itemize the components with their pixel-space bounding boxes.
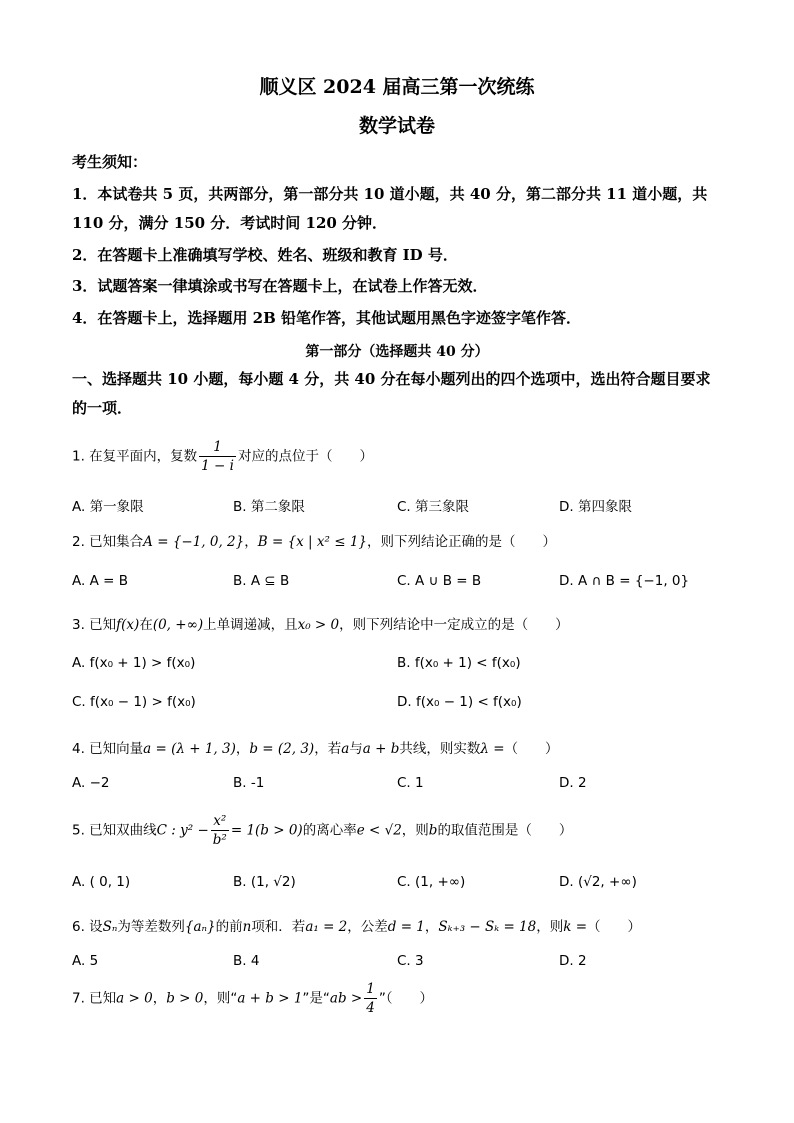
- q6-stem-mid3: 项和．若: [251, 919, 306, 935]
- q5-equation-rest: = 1(b > 0): [230, 822, 303, 839]
- q6-option-d: D. 2: [559, 953, 587, 969]
- q1-stem-a: 1. 在复平面内，复数: [72, 448, 198, 465]
- q4-stem-a: 4. 已知向量: [72, 741, 144, 757]
- part-one-heading: 第一部分（选择题共 40 分）: [305, 344, 489, 360]
- q4-option-c: C. 1: [397, 775, 424, 791]
- question-5: [72, 812, 572, 849]
- q4-lambda: λ =: [480, 741, 505, 757]
- q6-stem-mid4: ，公差: [347, 919, 388, 935]
- q7-fraction: [364, 980, 377, 1017]
- notice-heading: 考生须知：: [72, 153, 148, 171]
- q4-sep: ，: [235, 741, 250, 757]
- q7-stem-b: ”（ ）: [378, 990, 434, 1007]
- q1-option-a: A. 第一象限: [72, 499, 144, 515]
- q7-stem-mid2: ”是“: [302, 990, 330, 1007]
- q4-option-b: B. -1: [233, 775, 265, 791]
- q4-stem-mid: ，若: [314, 741, 342, 757]
- q4-stem-mid2: 与: [349, 741, 363, 757]
- q5-stem-b: 的取值范围是（ ）: [437, 822, 573, 839]
- q4-vector-a: a = (λ + 1, 3): [143, 741, 236, 757]
- q7-frac-num: 1: [366, 981, 375, 997]
- notice-item-1: 1．本试卷共 5 页，共两部分，第一部分共 10 道小题，共 40 分，第二部分共 11 道小题，共 110 分，满分 150 分．考试时间 120 分钟．: [72, 185, 708, 232]
- q1-stem-b: 对应的点位于（ ）: [237, 448, 373, 465]
- exam-subject: 数学试卷: [358, 115, 435, 137]
- q6-option-a: A. 5: [72, 953, 99, 969]
- notice-item-3: 3．试题答案一律填涂或书写在答题卡上，在试卷上作答无效．: [72, 277, 488, 295]
- q7-sum: a + b > 1: [237, 990, 303, 1007]
- q5-stem-mid: 的离心率: [302, 822, 357, 839]
- q6-stem-mid5: ，则: [536, 919, 564, 935]
- q4-option-a: A. −2: [72, 775, 110, 791]
- q1-frac-den: 1 − i: [201, 458, 234, 474]
- q3-stem-mid: 在: [139, 617, 153, 633]
- question-3: [72, 613, 569, 633]
- q6-k: k =: [563, 919, 588, 935]
- q4-stem-c: （ ）: [504, 741, 559, 757]
- q5-b: b: [428, 822, 438, 839]
- q2-stem-b: ，则下列结论正确的是（ ）: [367, 534, 556, 550]
- q6-sn: Sₙ: [102, 919, 118, 935]
- q5-stem-a: 5. 已知双曲线: [72, 822, 157, 839]
- q6-n: n: [242, 919, 252, 935]
- q6-an: {aₙ}: [184, 919, 216, 935]
- q7-sep: ，: [152, 990, 167, 1007]
- section-instruction: 一、选择题共 10 小题，每小题 4 分，共 40 分在每小题列出的四个选项中，选出符合题目要求的一项．: [72, 370, 711, 417]
- q2-stem-a: 2. 已知集合: [72, 534, 144, 550]
- q3-stem-b: ，则下列结论中一定成立的是（ ）: [339, 617, 569, 633]
- notice-item-2: 2．在答题卡上准确填写学校、姓名、班级和教育 ID 号．: [72, 246, 458, 264]
- q7-b: b > 0: [166, 990, 204, 1007]
- exam-title: 顺义区 2024 届高三第一次统练: [259, 76, 535, 98]
- q6-stem-a: 6. 设: [72, 919, 103, 935]
- question-6: [72, 915, 641, 935]
- q4-vector-b: b = (2, 3): [249, 741, 315, 757]
- q2-set-a: A = {−1, 0, 2}: [143, 534, 245, 550]
- question-4: [72, 737, 559, 757]
- q3-stem-a: 3. 已知: [72, 617, 117, 633]
- q2-sep: ，: [244, 534, 258, 550]
- q3-option-c: C. f(x₀ − 1) > f(x₀): [72, 694, 196, 710]
- q5-option-c: C. (1, +∞): [397, 874, 466, 890]
- q4-option-d: D. 2: [559, 775, 587, 791]
- q2-option-d: D. A ∩ B = {−1, 0}: [559, 573, 690, 589]
- q3-interval: (0, +∞): [152, 617, 204, 633]
- q3-stem-mid2: 上单调递减，且: [203, 617, 298, 633]
- q5-eccentricity: e < √2: [356, 822, 402, 839]
- q4-a: a: [341, 741, 350, 757]
- q3-condition: x₀ > 0: [297, 617, 340, 633]
- q5-option-d: D. (√2, +∞): [559, 874, 637, 890]
- q1-option-d: D. 第四象限: [559, 499, 632, 515]
- q4-stem-b: 共线，则实数: [399, 741, 481, 757]
- q7-stem-a: 7. 已知: [72, 990, 117, 1007]
- q6-stem-b: （ ）: [587, 919, 642, 935]
- q6-sep: ，: [424, 919, 439, 935]
- notice-item-4: 4．在答题卡上，选择题用 2B 铅笔作答，其他试题用黑色字迹签字笔作答．: [72, 309, 581, 327]
- q1-fraction: [199, 438, 236, 475]
- q7-stem-mid: ，则“: [203, 990, 238, 1007]
- question-1: [72, 438, 373, 475]
- q1-frac-num: 1: [199, 438, 236, 457]
- q3-func: f(x): [116, 617, 140, 633]
- q3-option-b: B. f(x₀ + 1) < f(x₀): [397, 655, 521, 671]
- q6-stem-mid: 为等差数列: [117, 919, 185, 935]
- q6-option-b: B. 4: [233, 953, 260, 969]
- q7-frac-den: 4: [366, 1000, 375, 1016]
- q5-curve: C : y² −: [156, 822, 209, 839]
- q7-a: a > 0: [116, 990, 153, 1007]
- q6-stem-mid2: 的前: [215, 919, 243, 935]
- q2-option-c: C. A ∪ B = B: [397, 573, 482, 589]
- q6-d: d = 1: [387, 919, 425, 935]
- q5-option-b: B. (1, √2): [233, 874, 296, 890]
- q5-fraction: [211, 812, 229, 849]
- q5-frac-den: b²: [212, 832, 227, 848]
- question-2: [72, 530, 556, 550]
- q5-stem-mid2: ，则: [401, 822, 429, 839]
- q6-option-c: C. 3: [397, 953, 424, 969]
- q2-option-a: A. A = B: [72, 573, 128, 589]
- q5-frac-num: x²: [211, 812, 229, 831]
- question-7: [72, 980, 433, 1017]
- q4-a-plus-b: a + b: [362, 741, 400, 757]
- q5-option-a: A. ( 0, 1): [72, 874, 131, 890]
- q2-option-b: B. A ⊆ B: [233, 573, 290, 589]
- q2-set-b: B = {x | x² ≤ 1}: [257, 534, 367, 550]
- q3-option-a: A. f(x₀ + 1) > f(x₀): [72, 655, 196, 671]
- q7-product: ab >: [329, 990, 363, 1007]
- q3-option-d: D. f(x₀ − 1) < f(x₀): [397, 694, 522, 710]
- q6-sum-diff: Sₖ₊₃ − Sₖ = 18: [438, 919, 537, 935]
- q1-option-b: B. 第二象限: [233, 499, 305, 515]
- q6-a1: a₁ = 2: [305, 919, 348, 935]
- q1-option-c: C. 第三象限: [397, 499, 470, 515]
